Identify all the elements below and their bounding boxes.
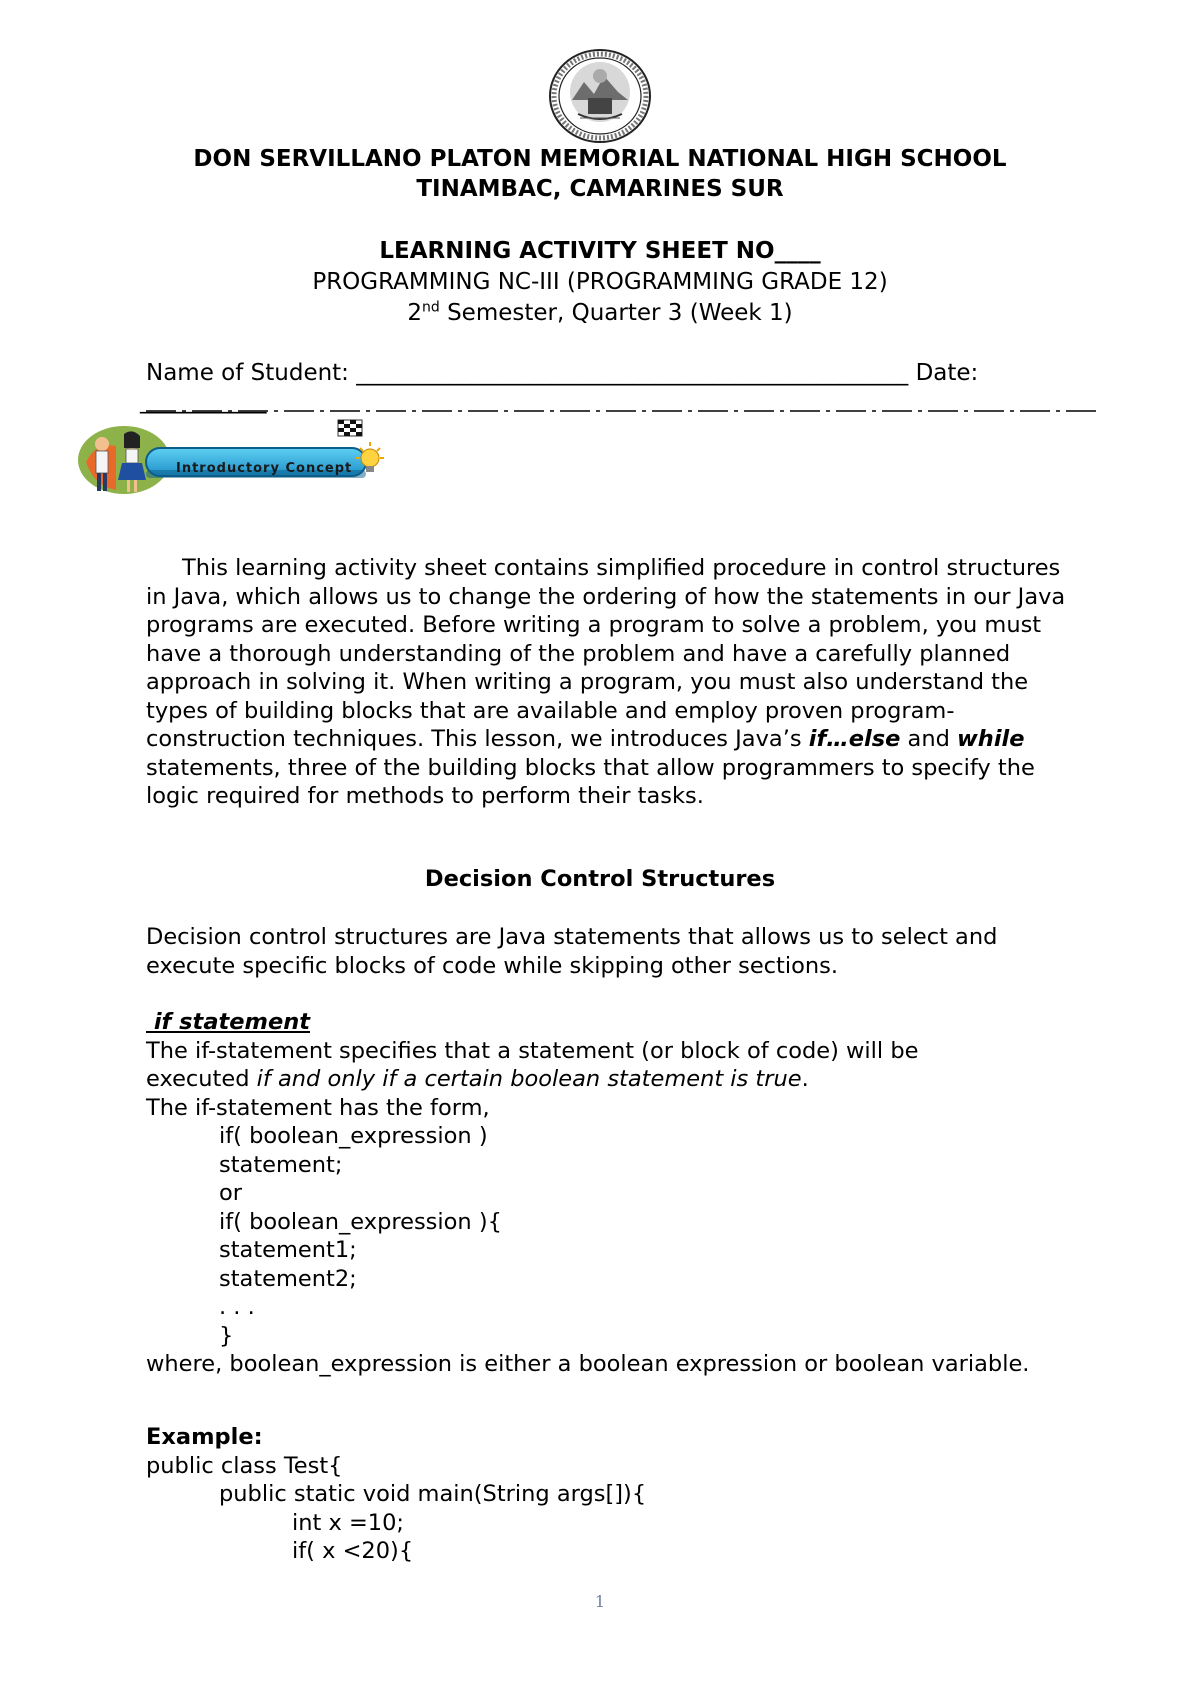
semester-number: 2 bbox=[407, 300, 422, 326]
example-line: public class Test{ bbox=[146, 1452, 343, 1479]
if-line2-a: executed bbox=[146, 1066, 257, 1092]
school-seal-logo bbox=[548, 48, 652, 144]
introductory-concept-banner bbox=[76, 412, 406, 498]
intro-text-e: statements, three of the building blocks that allow programmers to specify the logic required for methods to perform their tasks. bbox=[146, 754, 1035, 809]
code-line: statement; bbox=[219, 1151, 343, 1178]
example-line: if( x <20){ bbox=[292, 1538, 414, 1564]
intro-keyword-ifelse: if…else bbox=[808, 726, 901, 752]
sheet-title: LEARNING ACTIVITY SHEET NO____ bbox=[379, 238, 821, 264]
school-location: TINAMBAC, CAMARINES SUR bbox=[416, 176, 784, 202]
semester-line bbox=[0, 300, 1200, 326]
if-statement-line2 bbox=[146, 1065, 1076, 1094]
page-number: 1 bbox=[594, 1592, 606, 1611]
example-label: Example: bbox=[146, 1424, 263, 1450]
code-line: . . . bbox=[219, 1294, 255, 1320]
code-line: if( boolean_expression ) bbox=[219, 1123, 488, 1149]
semester-suffix: nd bbox=[422, 299, 440, 316]
student-name-row bbox=[146, 360, 978, 386]
intro-text-a: This learning activity sheet contains simplified procedure in control structures in Java, which allows us to change the ordering of how the statements in our Java programs are executed. Before writing a program to solve a problem, you must have a thorough understanding of the problem and have a carefully planned approach in solving it. When writing a program, you must also understand the types of building blocks that are available and employ proven program-construction techniques. This lesson, we introduces Java’s bbox=[146, 555, 1066, 752]
school-name: DON SERVILLANO PLATON MEMORIAL NATIONAL HIGH SCHOOL bbox=[193, 146, 1007, 172]
name-label: Name of Student: bbox=[146, 360, 349, 386]
code-line: statement1; bbox=[219, 1237, 357, 1263]
date-field-line[interactable]: ___________ bbox=[140, 388, 267, 414]
intro-keyword-while: while bbox=[957, 726, 1025, 752]
intro-paragraph bbox=[146, 554, 1076, 811]
subject-line: PROGRAMMING NC-III (PROGRAMMING GRADE 12) bbox=[312, 269, 888, 295]
banner-label: Introductory Concept bbox=[176, 461, 353, 476]
name-field-line[interactable]: ________________________________________________ bbox=[356, 360, 909, 386]
date-label: Date: bbox=[915, 360, 979, 386]
intro-text-c: and bbox=[900, 726, 958, 752]
if-line2-c: . bbox=[801, 1066, 809, 1092]
example-line: public static void main(String args[]){ bbox=[219, 1481, 647, 1507]
code-line: } bbox=[219, 1322, 234, 1349]
if-statement-block bbox=[146, 1008, 1076, 1379]
code-line: if( boolean_expression ){ bbox=[219, 1208, 502, 1235]
section-description: Decision control structures are Java statements that allows us to select and execute specific blocks of code while skipping other sections. bbox=[146, 924, 998, 979]
if-statement-line3: The if-statement has the form, bbox=[146, 1094, 490, 1121]
code-line: statement2; bbox=[219, 1265, 357, 1292]
code-line: or bbox=[219, 1180, 243, 1206]
checkered-flag-icon bbox=[338, 420, 362, 436]
example-block bbox=[146, 1423, 1076, 1566]
semester-text: Semester, Quarter 3 (Week 1) bbox=[439, 300, 793, 326]
if-statement-heading: if statement bbox=[146, 1009, 310, 1035]
if-line2-italic: if and only if a certain boolean statement is true bbox=[256, 1066, 802, 1092]
section-heading: Decision Control Structures bbox=[424, 866, 776, 892]
where-text: where, boolean_expression is either a boolean expression or boolean variable. bbox=[146, 1351, 1030, 1377]
example-line: int x =10; bbox=[292, 1509, 405, 1536]
if-statement-line1: The if-statement specifies that a statement (or block of code) will be bbox=[146, 1037, 919, 1064]
